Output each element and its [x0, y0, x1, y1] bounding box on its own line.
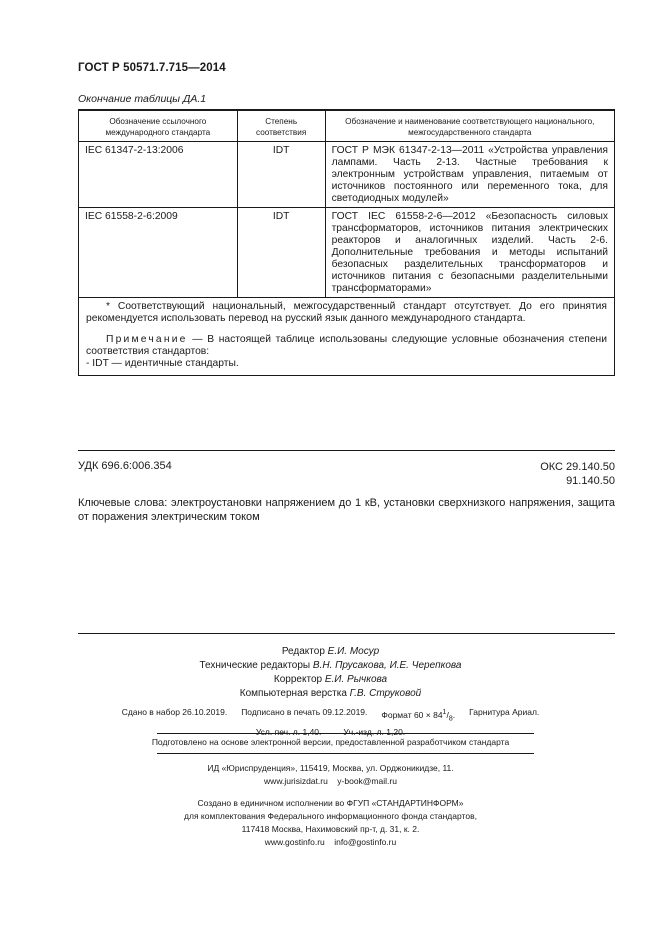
- created-line: 117418 Москва, Нахимовский пр-т, д. 31, к. 2.: [241, 824, 420, 834]
- table-row: [79, 142, 615, 208]
- ref-standard-cell: IEC 61558-2-6:2009: [79, 208, 238, 298]
- created-contacts: [0, 836, 661, 849]
- publisher-site[interactable]: www.jurisizdat.ru: [264, 776, 328, 786]
- corrector-label: Корректор: [273, 674, 325, 685]
- footnote: * Соответствующий национальный, межгосударственный стандарт отсутствует. До его принятия рекомендуется использовать перевод на русский язык данного международного стандарта.: [86, 301, 607, 324]
- table-notes: [79, 298, 615, 376]
- tech-editors-names: В.Н. Прусакова, И.Е. Черепкова: [312, 660, 462, 671]
- tech-editors-line: [0, 659, 661, 673]
- standard-title: ГОСТ Р 50571.7.715—2014: [78, 62, 226, 74]
- table-row: [79, 208, 615, 298]
- note-label: Примечание: [106, 334, 188, 345]
- credits: [0, 645, 661, 701]
- divider: [78, 633, 615, 634]
- table-notes-row: [79, 298, 615, 376]
- note: [86, 334, 607, 358]
- corrector-line: [0, 673, 661, 687]
- column-header: Степень соответствия: [237, 110, 325, 142]
- layout-label: Компьютерная верстка: [239, 688, 350, 699]
- format-numerator: 1: [442, 709, 447, 716]
- degree-cell: IDT: [237, 142, 325, 208]
- publishing-sheets: Уч.-изд. л. 1,20.: [343, 726, 406, 737]
- udk-code: УДК 696.6:006.354: [78, 460, 172, 472]
- national-standard-cell: ГОСТ IEC 61558-2-6—2012 «Безопасность силовых трансформаторов, источников питания электрических реакторов и аналогичных изделий. Часть 2-6. Дополнительные требования и методы испытаний безопасных разделительных трансформаторов и источников питания с безопасными разделительными трансформаторами»: [325, 208, 614, 298]
- format-suffix: .: [452, 709, 456, 720]
- format-denominator: 8: [448, 715, 453, 723]
- gostinfo-site[interactable]: www.gostinfo.ru: [264, 837, 325, 847]
- table-caption: Окончание таблицы ДА.1: [78, 93, 207, 105]
- created-line: Создано в единичном исполнении во ФГУП «СТАНДАРТИНФОРМ»: [197, 798, 464, 808]
- keywords: Ключевые слова: электроустановки напряжением до 1 кВ, установки сверхнизкого напряжения, защита от поражения электрическим током: [78, 497, 615, 523]
- submitted-date: Сдано в набор 26.10.2019.: [121, 707, 228, 717]
- oks-line: 91.140.50: [566, 475, 615, 487]
- signed-date: Подписано в печать 09.12.2019.: [241, 707, 368, 717]
- publisher-address: ИД «Юриспруденция», 115419, Москва, ул. Орджоникидзе, 11.: [207, 763, 454, 773]
- column-header: Обозначение и наименование соответствующего национального, межгосударственного стандарта: [325, 110, 614, 142]
- divider: [157, 753, 534, 754]
- publisher-contacts: [0, 775, 661, 788]
- paper-format: Формат $60 \times 84^1/_8$.: [381, 709, 456, 723]
- reference-standards-table: [78, 109, 615, 376]
- oks-code: [540, 460, 615, 488]
- national-standard-cell: ГОСТ Р МЭК 61347-2-13—2011 «Устройства управления лампами. Часть 2-13. Частные требования к электронным устройствам управления, питаемым от источников постоянного или переменного тока, для светодиодных модулей»: [325, 142, 614, 208]
- created-info: [0, 797, 661, 849]
- note-text: — В настоящей таблице использованы следующие условные обозначения степени соответствия стандартов:: [86, 334, 607, 357]
- note-item: - IDT — идентичные стандарты.: [86, 358, 239, 369]
- layout-line: [0, 687, 661, 701]
- divider: [78, 450, 615, 451]
- tech-editors-label: Технические редакторы: [199, 660, 313, 671]
- format-prefix: Формат 60 × 84: [381, 709, 443, 720]
- publisher-email[interactable]: y-book@mail.ru: [337, 776, 397, 786]
- ref-standard-cell: IEC 61347-2-13:2006: [79, 142, 238, 208]
- publication-row: [0, 706, 661, 726]
- typeface: Гарнитура Ариал.: [469, 707, 540, 717]
- column-header: Обозначение ссылочного международного стандарта: [79, 110, 238, 142]
- corrector-name: Е.И. Рычкова: [324, 674, 388, 685]
- oks-line: ОКС 29.140.50: [540, 461, 615, 473]
- print-sheets: Усл. печ. л. 1,40.: [255, 726, 322, 737]
- prepared-note: Подготовлено на основе электронной версии, предоставленной разработчиком стандарта: [151, 737, 510, 747]
- editor-line: [0, 645, 661, 659]
- layout-name: Г.В. Струковой: [349, 688, 422, 699]
- publisher-info: [0, 762, 661, 788]
- degree-cell: IDT: [237, 208, 325, 298]
- editor-label: Редактор: [281, 646, 328, 657]
- divider: [157, 733, 534, 734]
- editor-name: Е.И. Мосур: [327, 646, 380, 657]
- gostinfo-email[interactable]: info@gostinfo.ru: [334, 837, 397, 847]
- created-line: для комплектования Федерального информационного фонда стандартов,: [184, 811, 477, 821]
- table-header-row: [79, 110, 615, 142]
